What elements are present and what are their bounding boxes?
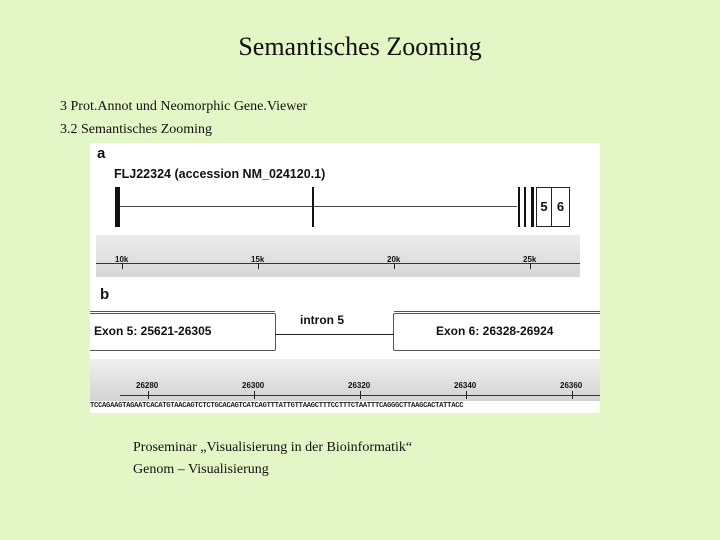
panel-a-letter: a — [97, 145, 106, 162]
gene-accession-label: FLJ22324 (accession NM_024120.1) — [114, 167, 326, 181]
exon-6-box: 6 — [551, 187, 570, 227]
scale-tick-label: 26360 — [560, 381, 583, 390]
intron-label: intron 5 — [300, 313, 344, 327]
scale-tick-label: 25k — [523, 255, 537, 264]
scale-tick-label: 15k — [251, 255, 265, 264]
scale-tick — [148, 391, 149, 399]
slide-footer — [133, 437, 412, 481]
scale-tick-label: 10k — [115, 255, 129, 264]
scale-tick — [572, 391, 573, 399]
breadcrumb-section: 3 Prot.Annot und Neomorphic Gene.Viewer — [60, 99, 308, 114]
dna-sequence: TCCAGAAGTAGAATCACATGTAACAGTCTCTGCACAGTCATCAGTTTATTGTTAAGCTTTCCTTTCTAATTTCAGGGCTTAAGCACTATTACC — [90, 402, 464, 410]
exon-5-box: 5 — [536, 187, 552, 227]
scale-tick — [254, 391, 255, 399]
exon-mark — [312, 187, 314, 227]
genome-scale-band — [96, 235, 580, 277]
footer-topic: Genom – Visualisierung — [133, 462, 269, 477]
slide-title: Semantisches Zooming — [238, 32, 482, 61]
exon-mark — [115, 187, 120, 227]
exon-5-label: Exon 5: 25621-26305 — [94, 324, 212, 338]
exon-mark — [524, 187, 526, 227]
gene-track-line — [117, 206, 517, 207]
scale-tick-label: 26320 — [348, 381, 371, 390]
intron-line — [275, 334, 394, 335]
scale-tick-label: 20k — [387, 255, 401, 264]
breadcrumb — [60, 95, 307, 141]
exon-mark — [531, 187, 534, 227]
breadcrumb-subsection: 3.2 Semantisches Zooming — [60, 122, 213, 137]
panel-b-letter: b — [100, 286, 110, 303]
footer-course: Proseminar „Visualisierung in der Bioinformatik“ — [133, 440, 413, 455]
zoom-guide-right — [394, 311, 600, 312]
gene-viewer-figure — [90, 143, 600, 413]
exon-mark — [518, 187, 520, 227]
zoom-guide-left — [90, 311, 275, 312]
scale-tick-label: 26280 — [136, 381, 159, 390]
scale-tick-label: 26340 — [454, 381, 477, 390]
scale-tick-label: 26300 — [242, 381, 265, 390]
scale-tick — [360, 391, 361, 399]
exon-6-label: Exon 6: 26328-26924 — [436, 324, 554, 338]
genome-scale-axis — [96, 263, 580, 264]
scale-tick — [466, 391, 467, 399]
